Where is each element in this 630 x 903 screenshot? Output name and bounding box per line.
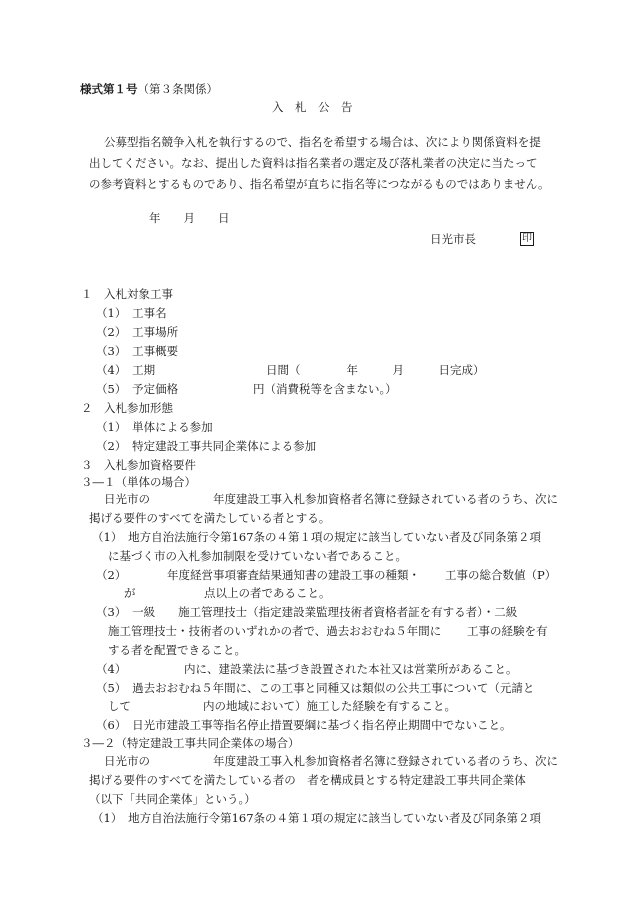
intro-line-1: 公募型指名競争入札を執行するので、指名を希望する場合は、次により関係資料を提 — [104, 135, 541, 149]
s3-1-item-5-line-1: （5） 過去おおむね５年間に、この工事と同種又は類似の公共工事について（元請と — [96, 681, 535, 695]
s3-1-item-2-ga: が — [124, 586, 136, 600]
issuer-name: 日光市長 — [430, 232, 476, 246]
item-1-4-label: （4） 工期 — [96, 363, 156, 377]
s3-1-item-5-line-2a: して — [108, 699, 131, 713]
s3-1-item-3-line-2a: 施工管理技士・技術者のいずれかの者で、過去おおむね５年間に — [108, 624, 442, 638]
s3-1-item-2-num: （2） — [96, 568, 127, 582]
s3-1-item-1-line-2: に基づく市の入札参加制限を受けていない者であること。 — [108, 549, 407, 563]
s3-2-para-2: 掲げる要件のすべてを満たしている者の 者を構成員とする特定建設工事共同企業体 — [89, 773, 526, 787]
s3-2-item-1-line-1: （1） 地方自治法施行令第167条の４第１項の規定に該当していない者及び同条第２項 — [92, 811, 542, 825]
s3-1-para-1a: 日光市の — [104, 492, 150, 506]
section-3-heading: ３ 入札参加資格要件 — [81, 458, 196, 472]
item-1-1: （1） 工事名 — [96, 306, 167, 320]
item-1-5-label: （5） 予定価格 — [96, 382, 179, 396]
date-line: 年 月 日 — [149, 211, 230, 225]
intro-line-3: の参考資料とするものであり、指名希望が直ちに指名等につながるものではありません。 — [89, 177, 550, 191]
s3-1-para-1b: 年度建設工事入札参加資格者名簿に登録されている者のうち、次に — [213, 492, 558, 506]
subsection-3-2-heading: ３―２（特定建設工事共同企業体の場合） — [81, 736, 300, 750]
s3-1-item-3-line-3: する者を配置できること。 — [108, 643, 246, 657]
s3-1-item-4-num: （4） — [96, 662, 127, 676]
item-2-1: （1） 単体による参加 — [96, 420, 213, 434]
form-header — [80, 82, 218, 96]
s3-2-para-1a: 日光市の — [104, 754, 150, 768]
item-1-4-period: 日間（ 年 月 日完成） — [266, 363, 485, 377]
subsection-3-1-heading: ３―１（単体の場合） — [81, 475, 196, 489]
item-1-2: （2） 工事場所 — [96, 325, 179, 339]
item-1-3: （3） 工事概要 — [96, 344, 179, 358]
s3-1-para-2: 掲げる要件のすべてを満たしている者とする。 — [89, 511, 331, 525]
s3-1-item-2-score: 工事の総合数値（P） — [445, 568, 557, 582]
s3-1-item-2-text: 年度経営事項審査結果通知書の建設工事の種類・ — [167, 568, 420, 582]
s3-2-para-1b: 年度建設工事入札参加資格者名簿に登録されている者のうち、次に — [213, 754, 558, 768]
form-reference: （第３条関係） — [137, 82, 218, 96]
document-title: 入 札 公 告 — [272, 100, 353, 114]
seal-mark: 印 — [522, 233, 532, 244]
section-2-heading: ２ 入札参加形態 — [81, 401, 173, 415]
s3-1-item-6: （6） 日光市建設工事等指名停止措置要綱に基づく指名停止期間中でないこと。 — [96, 718, 512, 732]
s3-2-para-3: （以下「共同企業体」という。） — [89, 792, 256, 806]
s3-1-item-2-points: 点以上の者であること。 — [204, 586, 331, 600]
s3-1-item-3-line-2b: 工事の経験を有 — [467, 624, 548, 638]
s3-1-item-5-line-2b: 内の地域において）施工した経験を有すること。 — [203, 699, 456, 713]
form-number: 様式第１号 — [80, 82, 138, 96]
item-2-2: （2） 特定建設工事共同企業体による参加 — [96, 439, 317, 453]
s3-1-item-4-text: 内に、建設業法に基づき設置された本社又は営業所があること。 — [184, 662, 518, 676]
intro-line-2: 出してください。なお、提出した資料は指名業者の選定及び落札業者の決定に当たって — [89, 156, 538, 170]
s3-1-item-3-line-1: （3） 一級 施工管理技士（指定建設業監理技術者資格者証を有する者）・二級 — [96, 605, 518, 619]
section-1-heading: １ 入札対象工事 — [81, 287, 173, 301]
s3-1-item-1-line-1: （1） 地方自治法施行令第167条の４第１項の規定に該当していない者及び同条第２項 — [92, 530, 542, 544]
item-1-5-price: 円（消費税等を含まない。） — [253, 382, 397, 396]
